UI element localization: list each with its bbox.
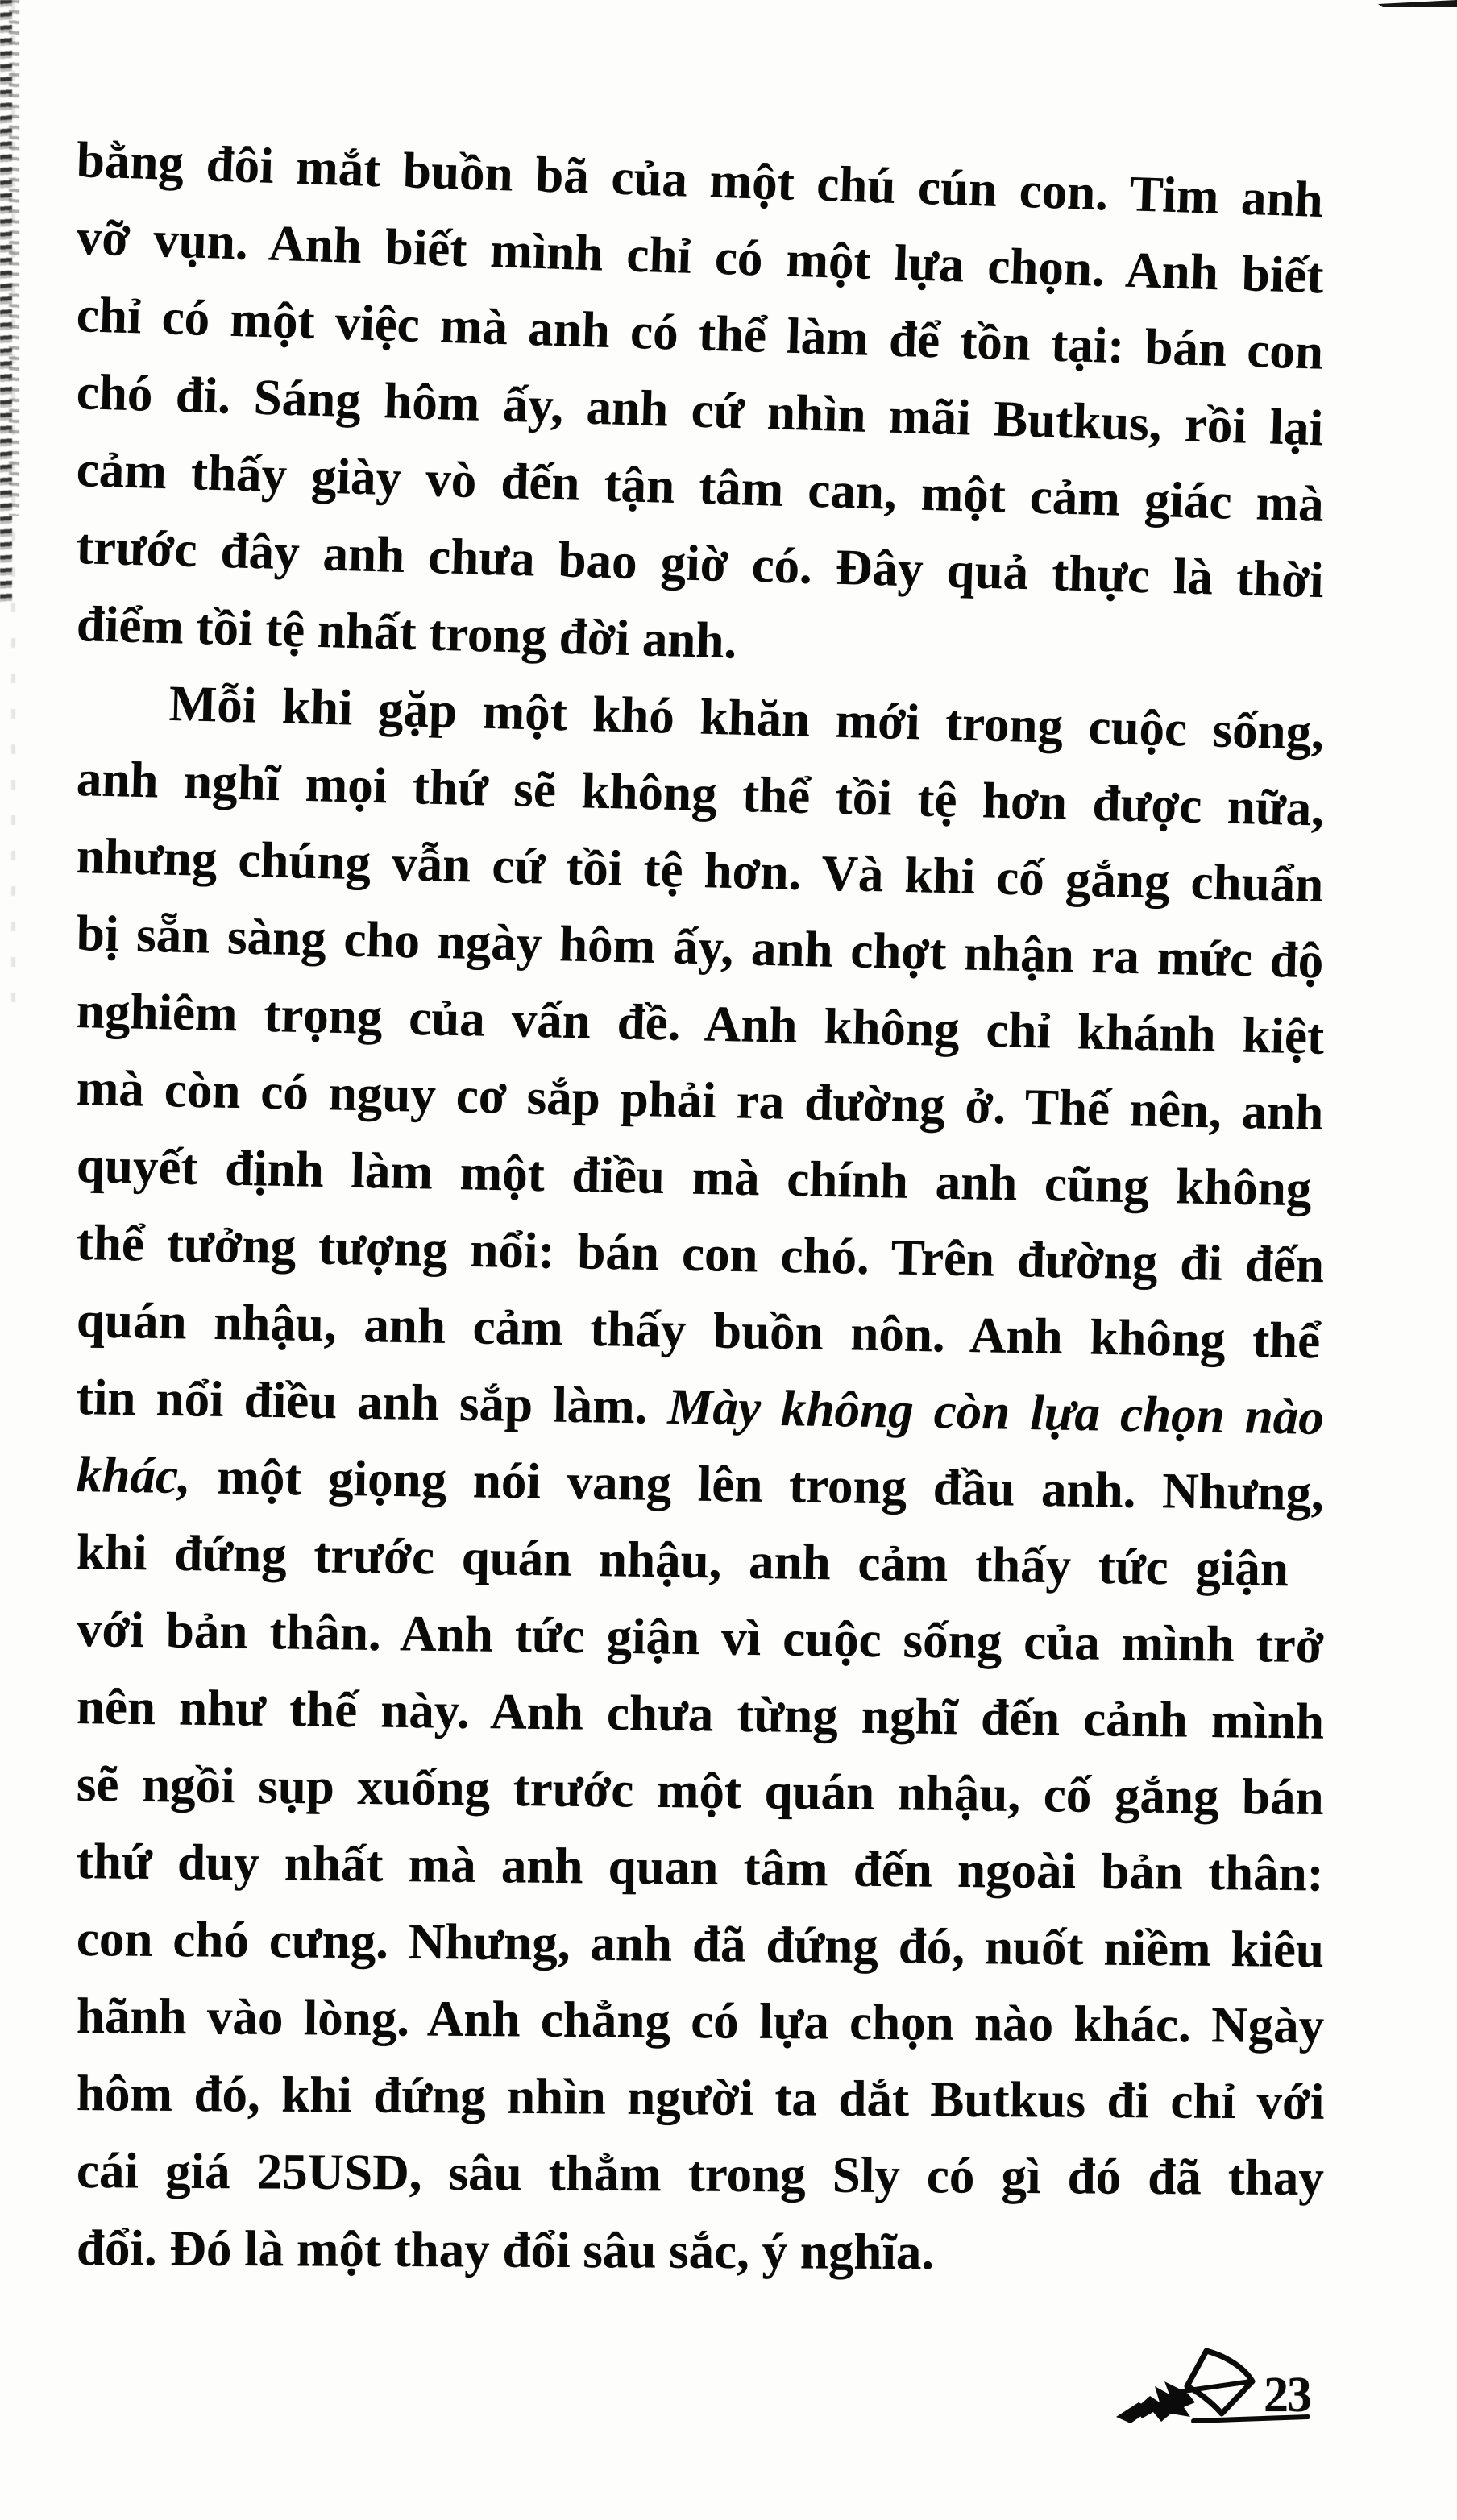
- text-segment: nên như thế này. Anh chưa từng nghĩ đến cảnh mình: [76, 1678, 1325, 1750]
- text-segment: khi đứng trước quán nhậu, anh cảm thấy tức giận: [76, 1523, 1289, 1598]
- text-segment: chó đi. Sáng hôm ấy, anh cứ nhìn mãi Butkus, rồi lại: [75, 363, 1325, 457]
- text-segment: bằng đôi mắt buồn bã của một chú cún con. Tim anh: [75, 131, 1324, 228]
- text-segment: quyết định làm một điều mà chính anh cũng không: [76, 1137, 1313, 1217]
- text-segment: chỉ có một việc mà anh có thể làm để tồn tại: bán con: [75, 286, 1325, 380]
- text-segment: quán nhậu, anh cảm thấy buồn nôn. Anh không thể: [76, 1291, 1321, 1370]
- text-line: [77, 1822, 1325, 1912]
- scan-artifact-top-right: [1378, 0, 1457, 7]
- scan-artifact-specks: [11, 0, 15, 1015]
- text-line: [77, 1977, 1325, 2064]
- text-segment: đổi. Đó là một thay đổi sâu sắc, ý nghĩa.: [76, 2220, 935, 2281]
- text-segment: hôm đó, khi đứng nhìn người ta dắt Butkus đi chỉ với: [76, 2065, 1325, 2130]
- italic-text-segment: khác,: [76, 1446, 192, 1505]
- text-segment: vỡ vụn. Anh biết mình chỉ có một lựa chọn. Anh biết: [75, 209, 1325, 305]
- text-segment: con chó cưng. Nhưng, anh đã đứng đó, nuốt niềm kiêu: [76, 1910, 1325, 1979]
- text-segment: Mỗi khi gặp một khó khăn mới trong cuộc sống,: [168, 674, 1325, 761]
- text-segment: thứ duy nhất mà anh quan tâm đến ngoài bản thân:: [76, 1833, 1325, 1902]
- text-segment: thể tưởng tượng nổi: bán con chó. Trên đường đi đến: [76, 1214, 1325, 1294]
- body-text: [77, 121, 1324, 2286]
- text-segment: bị sẵn sàng cho ngày hôm ấy, anh chợt nhận ra mức độ: [76, 905, 1325, 989]
- text-segment: hãnh vào lòng. Anh chẳng có lựa chọn nào khác. Ngày: [76, 1987, 1325, 2054]
- text-line: [77, 2209, 1324, 2293]
- text-segment: một giọng nói vang lên trong đầu anh. Nhưng,: [190, 1448, 1325, 1522]
- text-segment: sẽ ngồi sụp xuống trước một quán nhậu, cố gắng bán: [76, 1755, 1325, 1826]
- text-line: [76, 1745, 1324, 1836]
- page-number: 23: [1264, 2368, 1310, 2423]
- scan-artifact-left-band: [0, 0, 12, 603]
- text-line: [77, 2132, 1325, 2216]
- text-segment: điểm tồi tệ nhất trong đời anh.: [76, 595, 738, 669]
- text-line: [76, 1668, 1324, 1760]
- text-segment: cảm thấy giày vò đến tận tâm can, một cảm giác mà: [76, 441, 1325, 533]
- text-segment: nhưng chúng vẫn cứ tồi tệ hơn. Và khi cố gắng chuẩn: [76, 827, 1325, 913]
- scan-artifact-left-band2: [9, 0, 19, 516]
- text-segment: với bản thân. Anh tức giận vì cuộc sống của mình trở: [76, 1601, 1325, 1674]
- text-segment: nghiêm trọng của vấn đề. Anh không chỉ khánh kiệt: [76, 982, 1325, 1065]
- text-segment: trước đây anh chưa bao giờ có. Đây quả thực là thời: [76, 518, 1325, 609]
- text-segment: mà còn có nguy cơ sắp phải ra đường ở. Thế nên, anh: [76, 1059, 1325, 1142]
- text-segment: anh nghĩ mọi thứ sẽ không thể tồi tệ hơn được nữa,: [76, 750, 1325, 837]
- text-segment: tin nổi điều anh sắp làm.: [76, 1369, 669, 1435]
- text-segment: cái giá 25USD, sâu thẳm trong Sly có gì đó đã thay: [76, 2142, 1325, 2207]
- text-line: [77, 2054, 1325, 2141]
- italic-text-segment: Mày không còn lựa chọn nào: [666, 1378, 1325, 1445]
- text-line: [77, 1900, 1325, 1988]
